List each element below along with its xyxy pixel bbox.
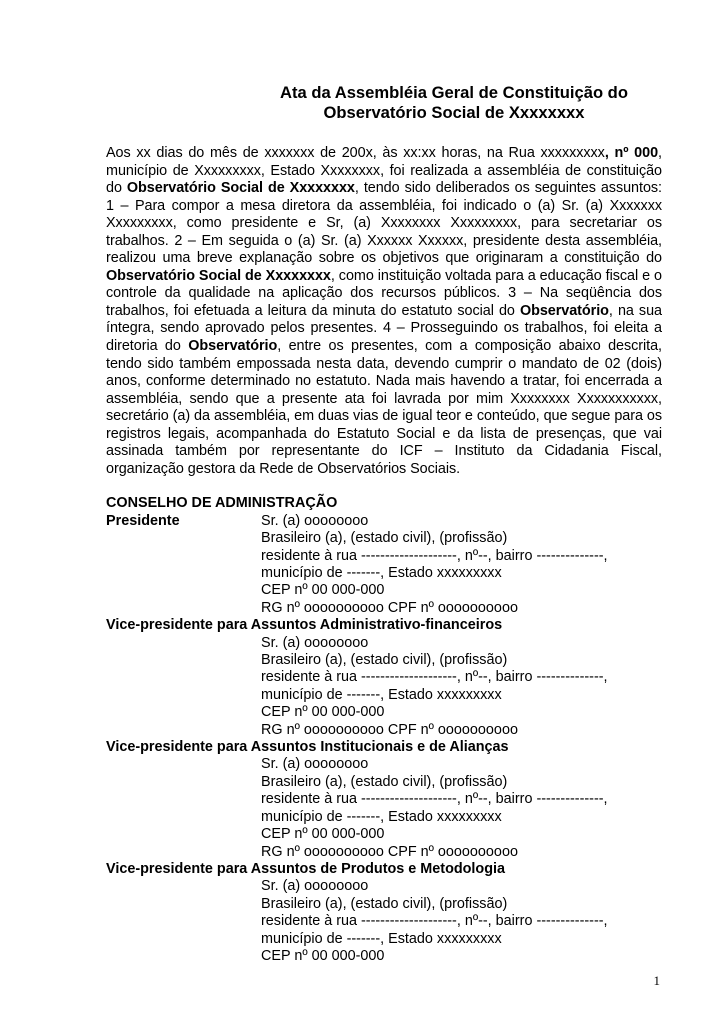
- text-run: , na sua íntegra, sendo aprovado pelos presentes. 4 – Prosseguindo os trabalhos, foi eleita a diretoria do: [106, 302, 662, 355]
- council-member: [106, 861, 662, 965]
- document-title: [106, 83, 662, 123]
- member-detail-line: Sr. (a) oooooooo: [261, 634, 369, 651]
- council-members: [106, 513, 662, 966]
- member-detail-line: residente à rua --------------------, nº--, bairro --------------,: [261, 913, 608, 930]
- page-number: 1: [653, 973, 660, 988]
- member-detail-line: RG nº oooooooooo CPF nº oooooooooo: [261, 599, 518, 616]
- council-section: [106, 495, 662, 965]
- member-detail-line: Sr. (a) oooooooo: [261, 512, 369, 529]
- document-page: [106, 0, 662, 965]
- text-run: , entre os presentes, com a composição abaixo descrita, tendo sido também empossada nesta data, devendo cumprir o mandato de 02 (dois) anos, conforme determinado no estatuto. Nada mais havendo a tratar, foi encerrada a assembléia, sendo que a presente ata foi lavrada por mim Xxxxxxxx Xxxxxxxxxxx, secretário (a) da assembléia, em duas vias de igual teor e conteúdo, que segue para os registros legais, acompanhada do Estatuto Social e da lista de presenças, que vai assinada também por representante do ICF – Instituto da Cidadania Fiscal, organização gestora da Rede de Observatórios Sociais.: [106, 338, 663, 477]
- member-detail-line: município de -------, Estado xxxxxxxxx: [261, 686, 502, 703]
- member-detail-line: CEP nº 00 000-000: [261, 582, 385, 599]
- title-line-2: Observatório Social de Xxxxxxxx: [323, 103, 585, 122]
- member-role: Vice-presidente para Assuntos Administrativo-financeiros: [106, 617, 503, 634]
- member-role: Presidente: [106, 512, 180, 529]
- member-detail-line: Brasileiro (a), (estado civil), (profissão): [261, 895, 508, 912]
- member-detail-line: Sr. (a) oooooooo: [261, 878, 369, 895]
- council-member: [106, 739, 662, 861]
- council-member: [106, 617, 662, 739]
- member-role: Vice-presidente para Assuntos Institucionais e de Alianças: [106, 739, 509, 756]
- member-detail-line: residente à rua --------------------, nº--, bairro --------------,: [261, 547, 608, 564]
- member-detail-line: residente à rua --------------------, nº--, bairro --------------,: [261, 791, 608, 808]
- member-details: [106, 878, 662, 965]
- text-run: , tendo sido deliberados os seguintes assuntos: 1 – Para compor a mesa diretora da assembléia, foi indicado o (a) Sr. (a) Xxxxxxx Xxxxxxxxx, como presidente e Sr, (a) Xxxxxxxx Xxxxxxxxx, para secretariar os trabalhos. 2 – Em seguida o (a) Sr. (a) Xxxxxx Xxxxxx, presidente desta assembléia, realizou uma breve explanação sobre os objetivos que originaram a constituição do: [106, 180, 662, 267]
- member-detail-line: Sr. (a) oooooooo: [261, 756, 369, 773]
- bold-text-run: Observatório: [519, 302, 609, 319]
- text-run: , município de Xxxxxxxxx, Estado Xxxxxxxx, foi realizada a assembléia de constituição do: [106, 145, 662, 197]
- member-detail-line: CEP nº 00 000-000: [261, 704, 385, 721]
- member-detail-line: município de -------, Estado xxxxxxxxx: [261, 565, 502, 582]
- member-details: [261, 513, 608, 617]
- minutes-body: [106, 145, 662, 478]
- member-detail-line: CEP nº 00 000-000: [261, 826, 385, 843]
- text-run: , como instituição voltada para a educação fiscal e o controle da qualidade na aplicação dos recursos públicos. 3 – Na seqüência dos trabalhos, foi efetuada a leitura da minuta do estatuto social do: [106, 267, 662, 319]
- member-detail-line: RG nº oooooooooo CPF nº oooooooooo: [261, 721, 518, 738]
- member-role: Vice-presidente para Assuntos de Produtos e Metodologia: [106, 860, 506, 877]
- member-details: [106, 635, 662, 739]
- bold-text-run: Observatório Social de Xxxxxxxx: [106, 267, 331, 284]
- member-detail-line: CEP nº 00 000-000: [261, 947, 385, 964]
- member-detail-line: Brasileiro (a), (estado civil), (profissão): [261, 652, 508, 669]
- text-run: Aos xx dias do mês de xxxxxxx de 200x, às xx:xx horas, na Rua xxxxxxxxx: [106, 145, 605, 161]
- council-title: CONSELHO DE ADMINISTRAÇÃO: [106, 495, 338, 512]
- council-member: [106, 513, 662, 617]
- bold-text-run: , nº 000: [604, 145, 659, 161]
- title-line-1: Ata da Assembléia Geral de Constituição do: [280, 83, 628, 102]
- member-detail-line: município de -------, Estado xxxxxxxxx: [261, 808, 502, 825]
- member-detail-line: município de -------, Estado xxxxxxxxx: [261, 930, 502, 947]
- member-detail-line: residente à rua --------------------, nº--, bairro --------------,: [261, 669, 608, 686]
- member-details: [106, 756, 662, 860]
- member-detail-line: RG nº oooooooooo CPF nº oooooooooo: [261, 843, 518, 860]
- member-detail-line: Brasileiro (a), (estado civil), (profissão): [261, 773, 508, 790]
- member-detail-line: Brasileiro (a), (estado civil), (profissão): [261, 530, 508, 547]
- bold-text-run: Observatório Social de Xxxxxxxx: [126, 180, 355, 197]
- bold-text-run: Observatório: [188, 338, 278, 355]
